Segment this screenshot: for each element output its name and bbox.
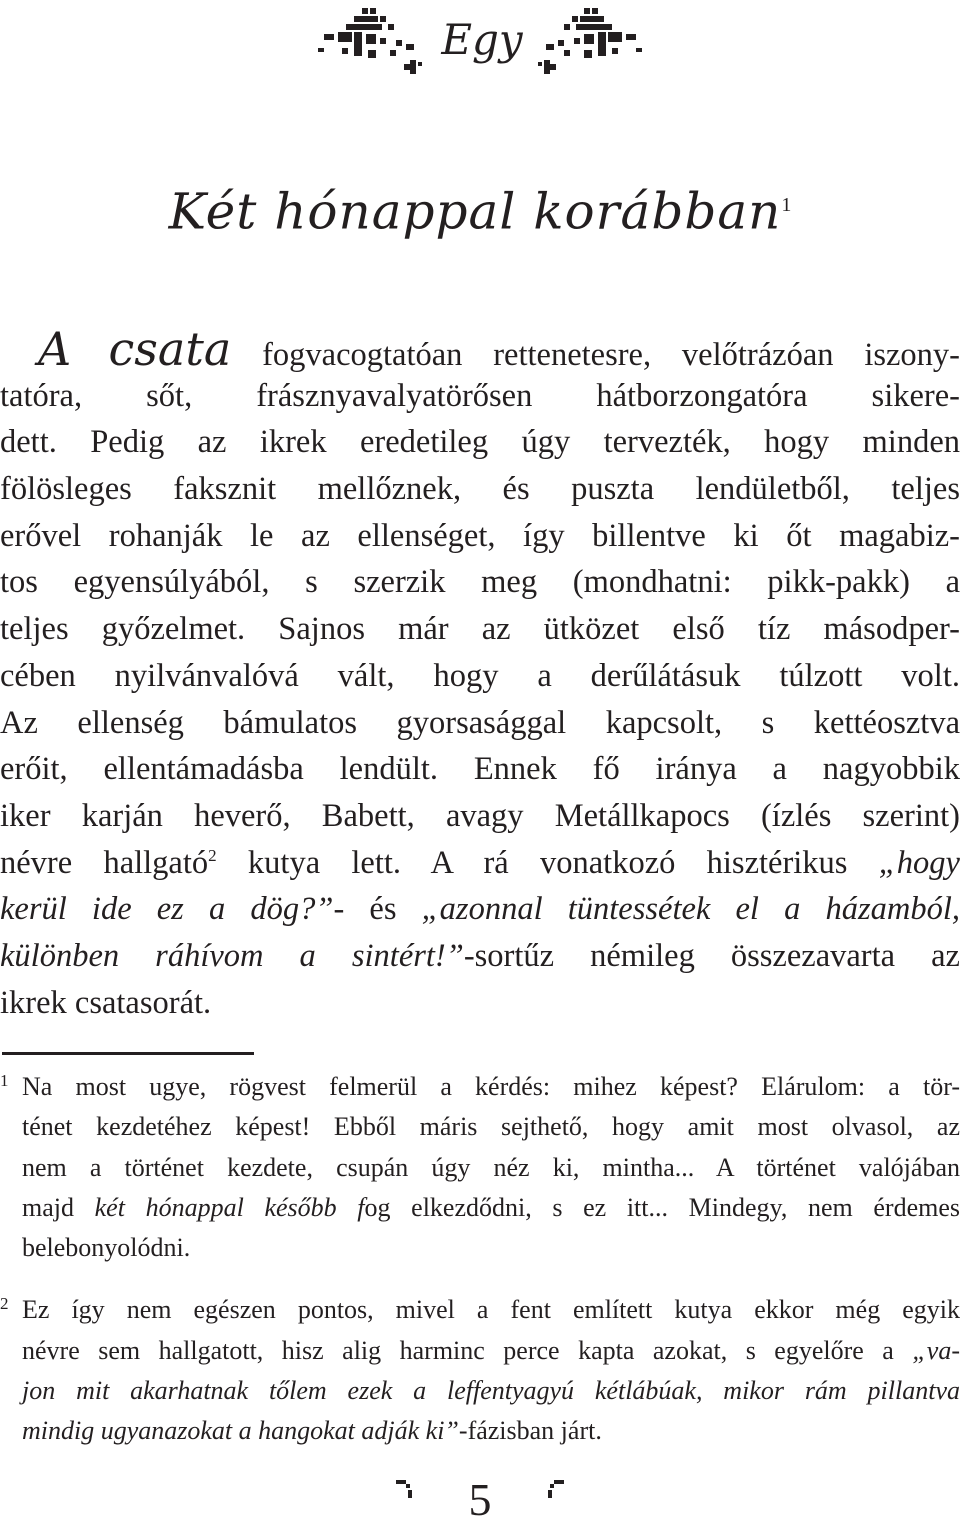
drop-cap-words: A csata — [38, 322, 232, 376]
footnote-line: ténet kezdetéhez képest! Ebből máris sejthető, hogy amit most olvasol, az — [22, 1112, 960, 1142]
text-line: teljes győzelmet. Sajnos már az ütközet első tíz másodper- — [0, 611, 960, 648]
page-footer — [390, 1462, 570, 1528]
text-line: tatóra, sőt, frásznyavalyatörősen hátborzongatóra sikere- — [0, 377, 960, 414]
text-line: különben ráhívom a sintért!”-sortűz némileg összezavarta az — [0, 937, 960, 974]
chapter-label: Egy — [441, 15, 523, 64]
footer-ornament-left-icon — [394, 1478, 418, 1502]
text-line: névre hallgató$^2$ kutya lett. A rá vonatkozó hisztérikus „hogy — [0, 844, 960, 881]
chapter-title-text: Két hónappal korábban — [168, 182, 782, 241]
footnote-line: majd két hónappal később fog elkezdődni, s ez itt... Mindegy, nem érdemes — [22, 1192, 960, 1222]
text-line: erőit, ellentámadásba lendült. Ennek fő iránya a nagyobbik — [0, 751, 960, 788]
footnote-line: 2 Ez így nem egészen pontos, mivel a fent említett kutya ekkor még egyik — [0, 1290, 960, 1330]
right-ornament-icon — [530, 4, 650, 90]
text-line: kerül ide ez a dög?”- és „azonnal tüntessétek el a házamból, — [0, 891, 960, 928]
footnote-line: jon mit akarhatnak tőlem ezek a leffentyagyú kétlábúak, mikor rám pillantva — [22, 1376, 960, 1406]
text-line: A csata fogvacogtatóan rettenetesre, velőtrázóan iszony- — [38, 322, 960, 376]
left-ornament-icon — [310, 4, 430, 90]
text-line: dett. Pedig az ikrek eredetileg úgy tervezték, hogy minden — [0, 424, 960, 461]
footnote-line: nem a történet kezdete, csupán úgy néz ki, mintha... A történet valójában — [22, 1152, 960, 1182]
text-line: erővel rohanják le az ellenséget, így billentve ki őt magabiz- — [0, 517, 960, 554]
footnote-line: mindig ugyanazokat a hangokat adják ki”-fázisban járt. — [22, 1416, 602, 1446]
footnote-ref[interactable]: 2 — [208, 845, 217, 865]
footnote-line: névre sem hallgatott, hisz alig harminc perce kapta azokat, s egyelőre a „va- — [22, 1335, 960, 1365]
footnotes — [0, 1067, 960, 1452]
text-line: Az ellenség bámulatos gyorsasággal kapcsolt, s kettéosztva — [0, 704, 960, 741]
page-number: 5 — [468, 1474, 492, 1525]
chapter-title-footnote-ref[interactable]: 1 — [781, 194, 792, 216]
text-line: ikrek csatasorát. — [0, 984, 212, 1021]
footnote-marker: 1 — [0, 1071, 9, 1090]
footnote-line: 1 Na most ugye, rögvest felmerül a kérdés: mihez képest? Elárulom: a tör- — [0, 1067, 960, 1107]
footer-ornament-right-icon — [542, 1478, 566, 1502]
body-text — [0, 322, 960, 1026]
footnote-line: belebonyolódni. — [22, 1233, 191, 1263]
text-line: tos egyensúlyából, s szerzik meg (mondhatni: pikk-pakk) a — [0, 564, 960, 601]
chapter-title — [0, 170, 960, 247]
footnote-marker: 2 — [0, 1294, 9, 1314]
text-line: cében nyilvánvalóvá vált, hogy a derűlátásuk túlzott volt. — [0, 657, 960, 694]
chapter-header — [310, 4, 650, 90]
text-line: iker karján heverő, Babett, avagy Metállkapocs (ízlés szerint) — [0, 797, 960, 834]
text-line: fölösleges faksznit mellőznek, és puszta lendületből, teljes — [0, 471, 960, 508]
footnote-separator — [2, 1052, 254, 1055]
